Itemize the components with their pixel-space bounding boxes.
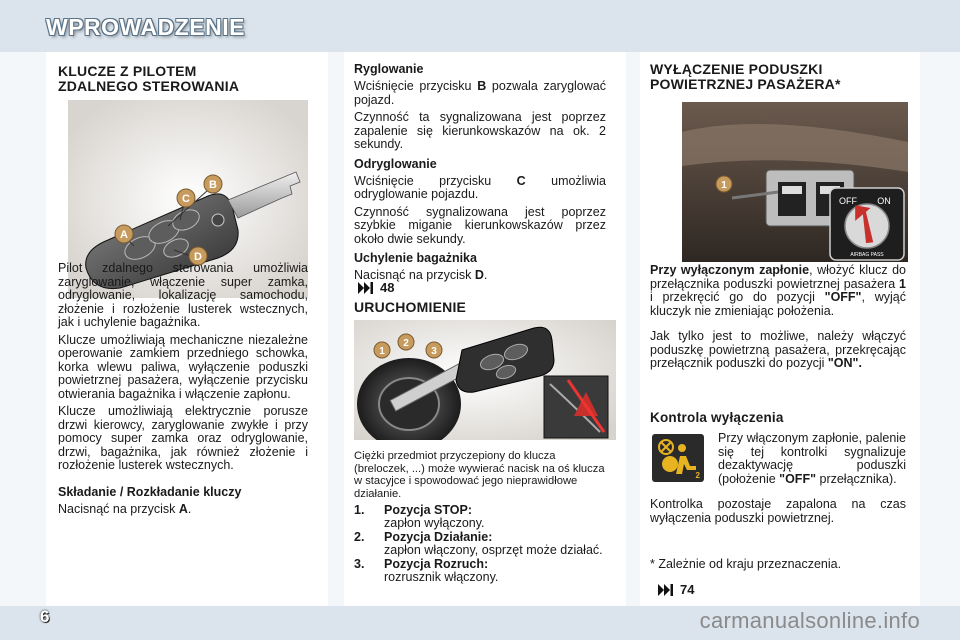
ignition-illustration (354, 320, 616, 440)
unlocking-para-1: Wciśnięcie przycisku C umożliwia odryglowanie pojazdu. (354, 173, 606, 201)
airbag-off-lamp-icon (652, 434, 704, 482)
column-keys (46, 52, 328, 606)
airbag-para-2: Jak tylko jest to możliwe, należy włączyć poduszkę powietrzną pasażera, przekręcając przełącznik poduszki do pozycji "ON". (650, 329, 906, 370)
skip-forward-icon (358, 282, 374, 294)
key-label-d: D (194, 251, 202, 263)
control-heading: Kontrola wyłączenia (650, 410, 784, 425)
key-label-a: A (120, 229, 128, 241)
ignition-positions-list (354, 504, 606, 585)
boot-heading: Uchylenie bagażnika (354, 251, 477, 265)
switch-off-label: OFF (839, 196, 857, 206)
position-label-1: 1 (379, 346, 385, 357)
airbag-instructions (650, 264, 906, 371)
list-item: 2. Pozycja Działanie: zapłon włączony, osprzęt może działać. (354, 530, 603, 557)
ignition-photo (354, 320, 616, 440)
locking-para-2: Czynność ta sygnalizowana jest poprzez zapalenie się kierunkowskazów na ok. 2 sekundy. (354, 110, 606, 151)
country-footnote: * Zależnie od kraju przeznaczenia. (650, 557, 842, 571)
unlocking-para-2: Czynność sygnalizowana jest poprzez szybkie miganie kierunkowskazów przez około dwie sekundy. (354, 204, 606, 246)
position-label-3: 3 (431, 346, 437, 357)
fold-heading: Składanie / Rozkładanie kluczy (58, 484, 242, 499)
keys-heading: KLUCZE Z PILOTEM ZDALNEGO STEROWANIA (58, 63, 240, 94)
svg-text:2: 2 (695, 471, 700, 480)
page-reference-74[interactable]: 74 (658, 582, 694, 597)
column-airbag (640, 52, 920, 606)
airbag-para-1: Przy wyłączonym zapłonie, włożyć klucz do przełącznika poduszki powietrznej pasażera 1 i przekręcić go do pozycji "OFF", wyjąć kluczyk nie zmieniając położenia. (650, 263, 907, 318)
airbag-switch-photo (682, 102, 908, 262)
list-item: 3. Pozycja Rozruch: rozrusznik włączony. (354, 557, 499, 584)
start-heading: URUCHOMIENIE (354, 299, 467, 315)
unlocking-heading: Odryglowanie (354, 156, 437, 171)
key-label-c: C (182, 193, 190, 205)
keys-para-2: Klucze umożliwiają mechaniczne niezależne operowanie zamkiem przedniego schowka, korka wlewu paliwa, wyłączenie poduszki powietrznej pasażera, wyłączenie przycisku otwierania bagażnika i włączenie zapłonu. (58, 332, 308, 401)
airbag-heading: WYŁĄCZENIE PODUSZKI POWIETRZNEJ PASAŻERA* (650, 61, 841, 92)
control-para-1: Przy włączonym zapłonie, palenie się tej kontrolki sygnalizuje dezaktywację poduszki (położenie "OFF" przełącznika). (718, 431, 906, 486)
switch-on-label: ON (877, 196, 891, 206)
control-para-2: Kontrolka pozostaje zapalona na czas wyłączenia poduszki powietrznej. (650, 497, 906, 525)
list-item: 1. Pozycja STOP: zapłon wyłączony. (354, 503, 485, 530)
airbag-warning-icon (652, 434, 704, 482)
airbag-pass-caption: AIRBAG PASS (850, 252, 884, 258)
page-reference-48[interactable]: 48 (358, 280, 394, 295)
boot-text: Nacisnąć na przycisk D. (354, 268, 488, 282)
key-label-b: B (209, 179, 217, 191)
locking-para-1: Wciśnięcie przycisku B pozwala zaryglować pojazd. (354, 79, 606, 107)
skip-forward-icon (658, 584, 674, 596)
locking-section (354, 62, 606, 283)
heavy-keyring-warning: Ciężki przedmiot przyczepiony do klucza (breloczek, ...) może wywierać nacisk na oś klucza w stacyjce i spowodować jego nieprawidłowe działanie. (354, 450, 605, 500)
fold-text: Nacisnąć na przycisk A. (58, 501, 192, 516)
keys-body (58, 262, 308, 516)
keys-para-3: Klucze umożliwiają elektrycznie porusze drzwi kierowcy, zaryglowanie zwykłe i przy pomocy super zamka oraz odryglowanie, drzwi, bagażnika, jak również złożenie i rozłożenie lusterek wstecznych. (58, 404, 308, 472)
keys-para-1: Pilot zdalnego sterowania umożliwia zaryglowanie, włączenie super zamka, odryglowanie, lokalizację samochodu, złożenie i rozłożenie lusterek wstecznych, jak i uchylenie bagażnika. (58, 261, 308, 329)
page-number: 6 (40, 607, 50, 626)
airbag-switch-illustration (682, 102, 908, 262)
locking-heading: Ryglowanie (354, 62, 424, 76)
switch-label-1: 1 (721, 180, 727, 191)
page-title: WPROWADZENIE (46, 14, 245, 40)
site-watermark: carmanualsonline.info (699, 608, 920, 633)
position-label-2: 2 (403, 338, 409, 349)
column-locking (344, 52, 626, 606)
